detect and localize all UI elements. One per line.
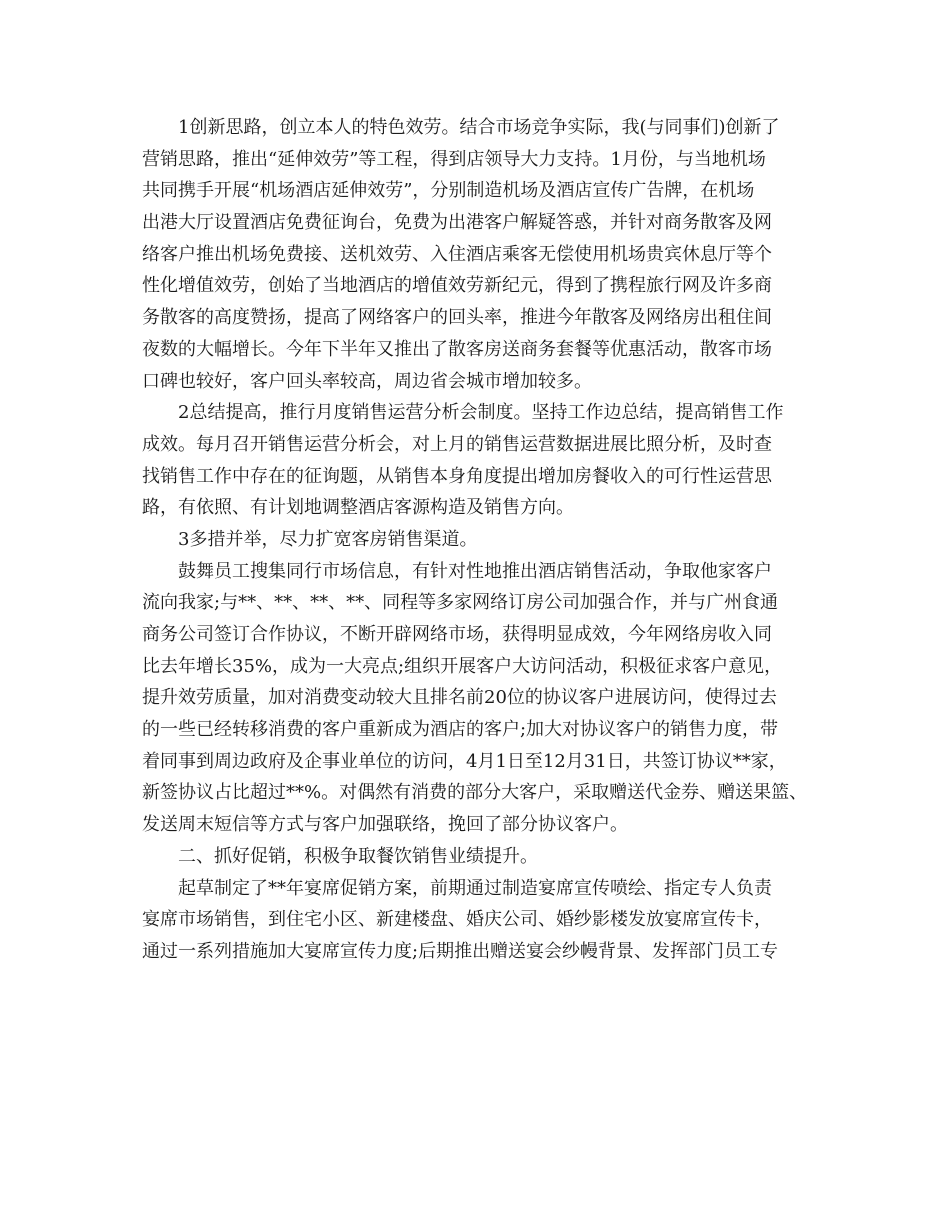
text-line: 路，有依照、有计划地调整酒店客源构造及销售方向。 [142,497,574,519]
text-line: 比去年增长35%，成为一大亮点;组织开展客户大访问活动，积极征求客户意见， [142,655,783,677]
text-line: 二、抓好促销，积极争取餐饮销售业绩提升。 [178,845,538,867]
text-line: 3多措并举，尽力扩宽客房销售渠道。 [178,528,478,550]
text-line: 2总结提高，推行月度销售运营分析会制度。坚持工作边总结，提高销售工作 [178,402,784,424]
text-line: 口碑也较好，客户回头率较高，周边省会城市增加较多。 [142,370,592,392]
text-line: 夜数的大幅增长。今年下半年又推出了散客房送商务套餐等优惠活动，散客市场 [142,338,772,360]
text-line: 商务公司签订合作协议，不断开辟网络市场，获得明显成效，今年网络房收入同 [142,624,772,645]
text-line: 提升效劳质量，加对消费变动较大且排名前20位的协议客户进展访问，使得过去 [142,687,777,709]
text-line: 找销售工作中存在的征询题，从销售本身角度提出增加房餐收入的可行性运营思 [142,465,772,487]
text-line: 流向我家;与**、**、**、**、同程等多家网络订房公司加强合作，并与广州食通 [142,592,779,614]
text-line: 着同事到周边政府及企事业单位的访问，4月1日至12月31日，共签订协议**家， [142,750,787,772]
text-line: 的一些已经转移消费的客户重新成为酒店的客户;加大对协议客户的销售力度，带 [142,719,779,741]
text-line: 1创新思路，创立本人的特色效劳。结合市场竞争实际，我(与同事们)创新了 [178,117,780,138]
document-body [142,112,822,968]
text-line: 络客户推出机场免费接、送机效劳、入住酒店乘客无偿使用机场贵宾休息厅等个 [142,243,772,265]
text-line: 出港大厅设置酒店免费征询台，免费为出港客户解疑答惑，并针对商务散客及网 [142,212,772,234]
text-line: 性化增值效劳，创始了当地酒店的增值效劳新纪元，得到了携程旅行网及许多商 [142,275,772,297]
text-line: 发送周末短信等方式与客户加强联络，挽回了部分协议客户。 [142,814,628,836]
text-line: 务散客的高度赞扬，提高了网络客户的回头率，推进今年散客及网络房出租住间 [142,307,772,329]
text-line: 起草制定了**年宴席促销方案，前期通过制造宴席宣传喷绘、指定专人负责 [178,877,772,899]
text-line: 新签协议占比超过**%。对偶然有消费的部分大客户，采取赠送代金券、赠送果篮、 [142,782,808,804]
text-line: 鼓舞员工搜集同行市场信息，有针对性地推出酒店销售活动，争取他家客户 [178,560,772,582]
text-line: 共同携手开展“机场酒店延伸效劳”，分别制造机场及酒店宣传广告牌，在机场 [142,180,755,202]
text-line: 成效。每月召开销售运营分析会，对上月的销售运营数据进展比照分析，及时查 [142,433,772,455]
text-line: 宴席市场销售，到住宅小区、新建楼盘、婚庆公司、婚纱影楼发放宴席宣传卡， [142,909,772,931]
text-line: 营销思路，推出“延伸效劳”等工程，得到店领导大力支持。1月份，与当地机场 [142,148,766,170]
text-line: 通过一系列措施加大宴席宣传力度;后期推出赠送宴会纱幔背景、发挥部门员工专 [142,940,779,962]
